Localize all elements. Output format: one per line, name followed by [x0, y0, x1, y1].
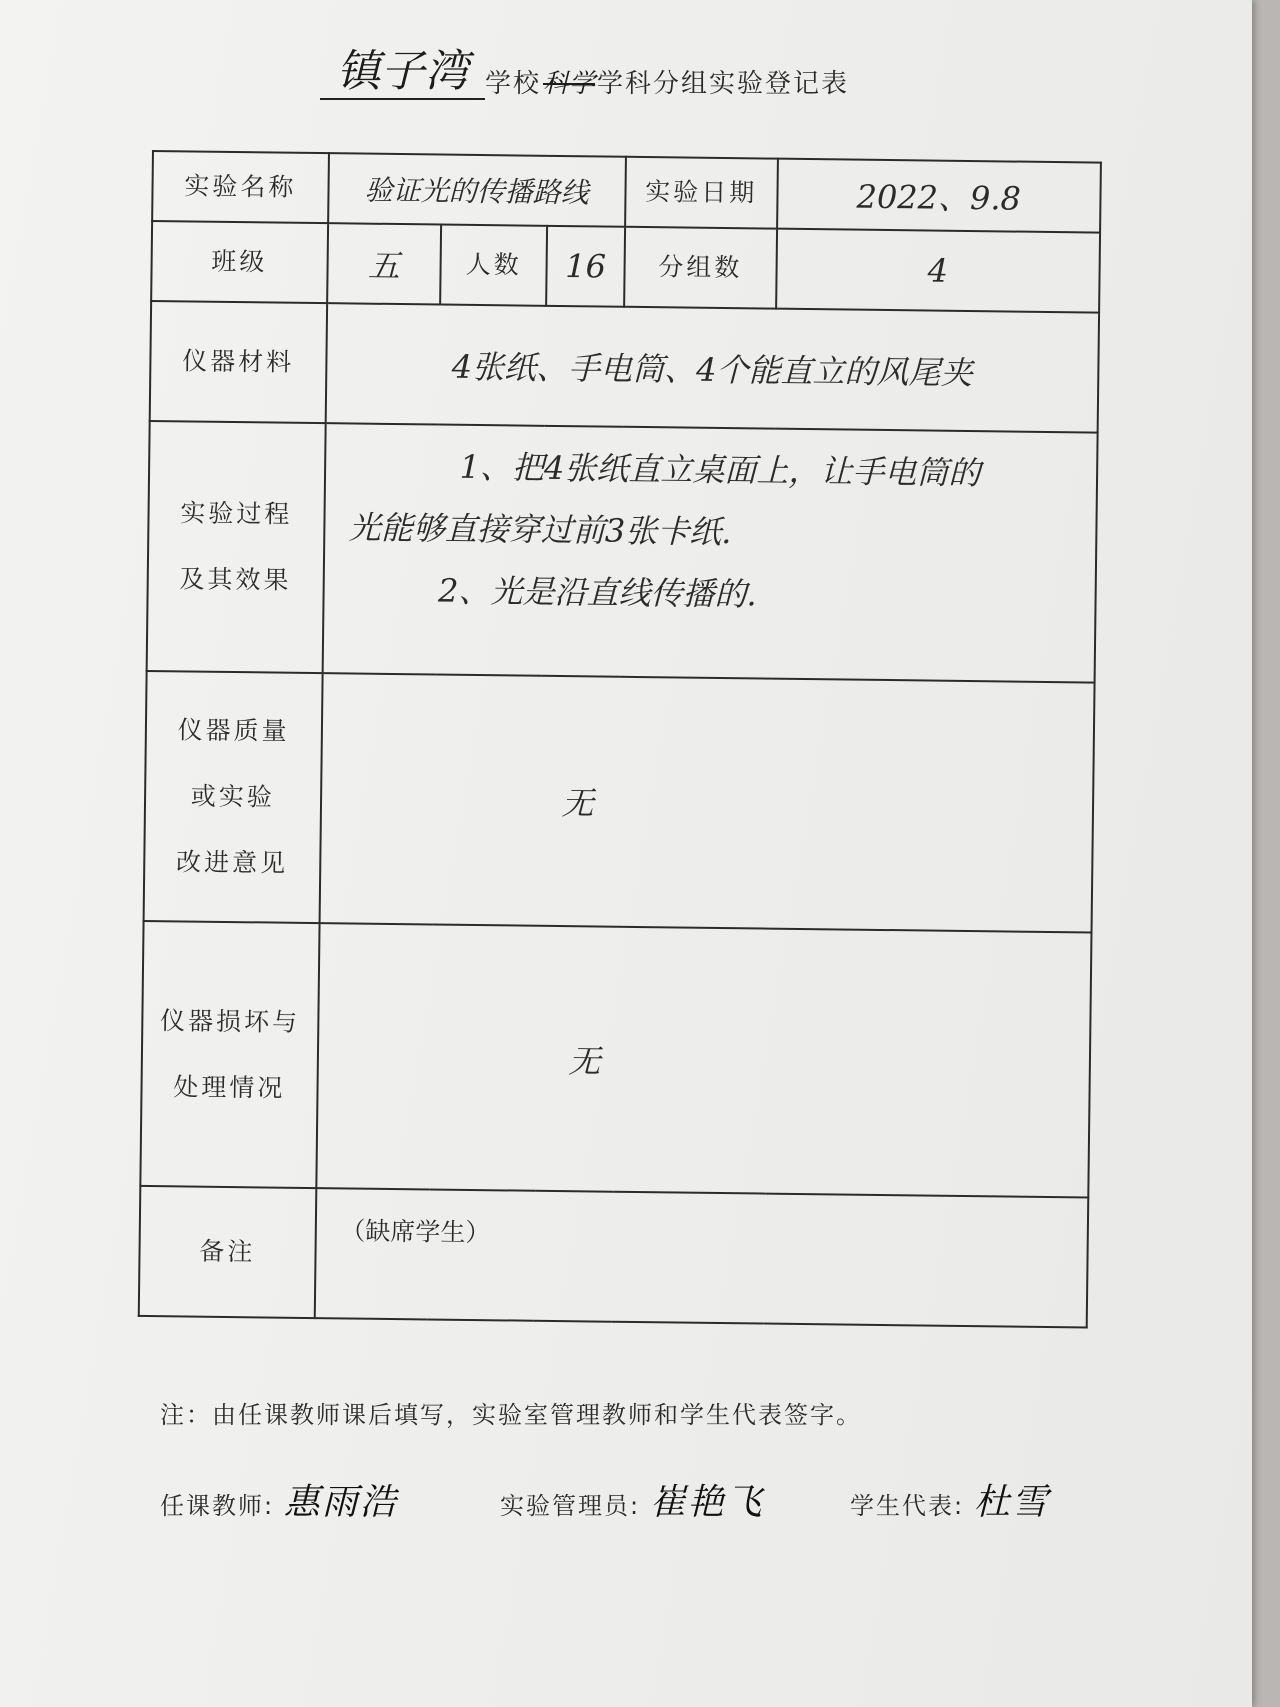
experiment-name-value: 验证光的传播路线	[328, 153, 626, 227]
people-label: 人数	[440, 225, 547, 306]
groups-label: 分组数	[624, 227, 777, 309]
class-label: 班级	[151, 221, 327, 303]
process-label-line-2: 及其效果	[179, 564, 292, 595]
manager-label: 实验管理员:	[500, 1492, 641, 1520]
process-label-line-1: 实验过程	[180, 498, 293, 529]
class-value: 五	[327, 223, 442, 304]
damage-label-line-2: 处理情况	[173, 1071, 286, 1103]
student-label: 学生代表:	[850, 1492, 965, 1520]
school-name: 镇子湾	[320, 46, 485, 100]
materials-label: 仪器材料	[150, 301, 327, 423]
materials-value: 4张纸、手电筒、4个能直立的风尾夹	[325, 303, 1099, 432]
student-sign: 杜雪	[973, 1482, 1050, 1523]
manager-signature	[500, 1474, 764, 1525]
groups-value: 4	[776, 229, 1100, 313]
student-signature	[850, 1474, 1050, 1525]
school-suffix: 学校	[485, 69, 542, 99]
form-title	[320, 40, 960, 100]
date-value: 2022、9.8	[777, 159, 1101, 233]
process-line-2: 光能够直接穿过前3张卡纸.	[348, 508, 732, 552]
experiment-register-table	[138, 150, 1102, 1329]
teacher-label: 任课教师:	[160, 1492, 275, 1520]
teacher-signature	[160, 1474, 398, 1525]
remark-label: 备注	[139, 1186, 316, 1318]
teacher-sign: 惠雨浩	[283, 1482, 398, 1523]
process-content	[322, 423, 1097, 682]
manager-sign: 崔艳飞	[649, 1482, 764, 1523]
quality-label-line-1: 仪器质量	[177, 715, 290, 746]
title-suffix: 学科分组实验登记表	[597, 69, 850, 99]
people-value: 16	[546, 226, 625, 307]
date-label: 实验日期	[625, 157, 777, 229]
quality-label-line-3: 改进意见	[175, 847, 289, 878]
experiment-name-label: 实验名称	[152, 151, 328, 223]
damage-label-line-1: 仪器损坏与	[159, 1005, 301, 1037]
signature-row	[160, 1455, 1160, 1525]
quality-value: 无	[319, 673, 1094, 932]
quality-label-line-2: 或实验	[190, 781, 276, 812]
remark-value: （缺席学生）	[314, 1188, 1088, 1327]
process-line-1: 1、把4张纸直立桌面上，让手电筒的	[459, 447, 981, 493]
damage-label	[140, 921, 319, 1188]
footer-note: 注：由任课教师课后填写，实验室管理教师和学生代表签字。	[160, 1401, 862, 1429]
process-line-3: 2、光是沿直线传播的.	[437, 571, 757, 614]
quality-label	[144, 671, 323, 923]
damage-value: 无	[316, 923, 1092, 1197]
process-label	[147, 421, 326, 673]
subject-name: 科学	[543, 69, 596, 99]
